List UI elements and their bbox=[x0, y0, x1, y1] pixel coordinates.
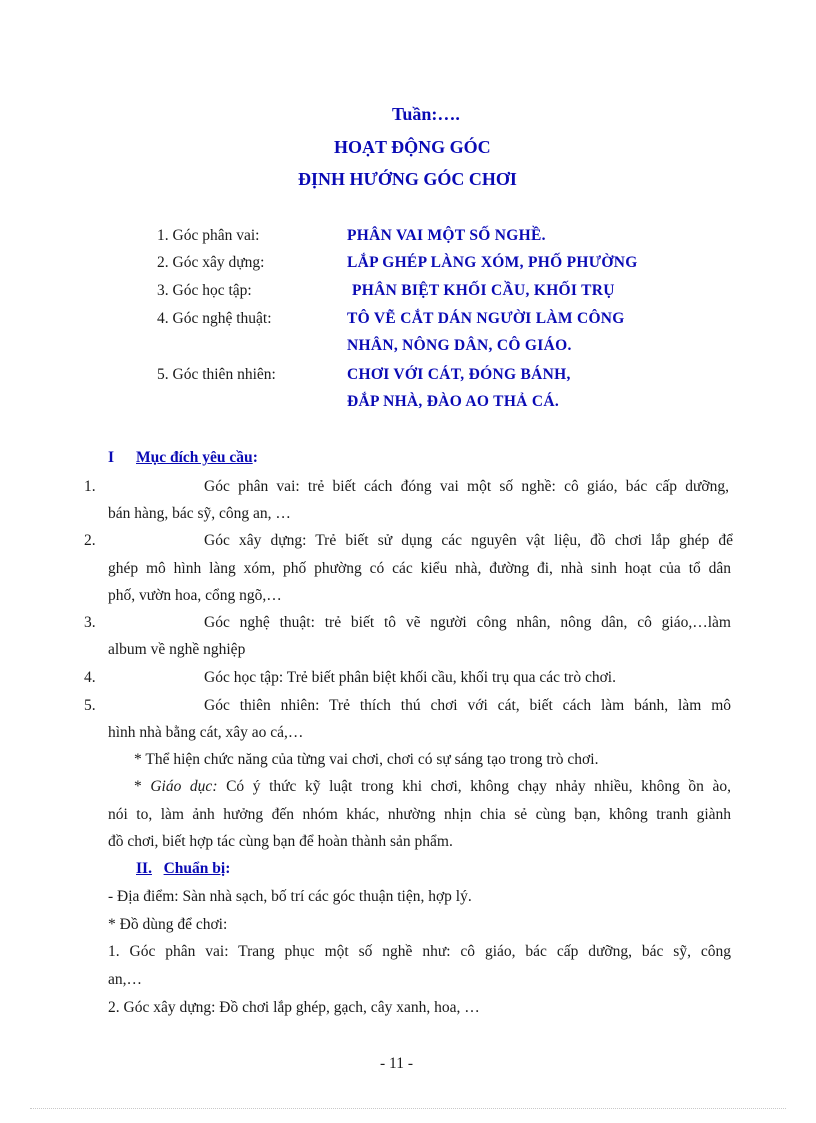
prep-toys-heading: * Đồ dùng để chơi: bbox=[108, 916, 228, 933]
objective-3-line1: Góc nghệ thuật: trẻ biết tô vẽ người công nhân, nông dân, cô giáo,…làm bbox=[204, 614, 731, 631]
section1-heading-colon: : bbox=[252, 449, 258, 466]
objective-num-1: 1. bbox=[84, 478, 96, 495]
corner-label-4: 4. Góc nghệ thuật: bbox=[157, 310, 272, 327]
objective-num-5: 5. bbox=[84, 697, 96, 714]
objective-2-line3: phố, vườn hoa, cổng ngõ,… bbox=[108, 587, 282, 604]
objective-4-line1: Góc học tập: Trẻ biết phân biệt khối cầu, khối trụ qua các trò chơi. bbox=[204, 669, 616, 686]
corner-label-3: 3. Góc học tập: bbox=[157, 282, 252, 299]
corner-label-1: 1. Góc phân vai: bbox=[157, 227, 260, 244]
education-text: Có ý thức kỹ luật trong khi chơi, không chạy nhảy nhiều, không ồn ào, bbox=[217, 778, 732, 795]
objective-2-line2: ghép mô hình làng xóm, phố phường có các kiểu nhà, đường đi, nhà sinh hoạt của tổ dân bbox=[108, 560, 731, 577]
week-label: Tuần:…. bbox=[392, 104, 460, 124]
prep-item1-line2: an,… bbox=[108, 971, 143, 988]
education-line1 bbox=[134, 778, 731, 796]
section1-number: I bbox=[108, 449, 115, 466]
note-roles: * Thể hiện chức năng của từng vai chơi, chơi có sự sáng tạo trong trò chơi. bbox=[134, 751, 599, 768]
objective-5-line2: hình nhà bằng cát, xây ao cá,… bbox=[108, 724, 304, 741]
section1-heading-text: Mục đích yêu cầu bbox=[136, 449, 253, 466]
objective-num-2: 2. bbox=[84, 532, 96, 549]
section2-number: II. bbox=[136, 860, 152, 877]
section1-heading bbox=[136, 449, 258, 467]
prep-item1-line1: 1. Góc phân vai: Trang phục một số nghề như: cô giáo, bác cấp dưỡng, bác sỹ, công bbox=[108, 943, 731, 960]
education-label: Giáo dục: bbox=[150, 778, 218, 795]
corner-activity-1: PHÂN VAI MỘT SỐ NGHỀ. bbox=[347, 227, 546, 244]
corner-activity-5-cont: ĐẮP NHÀ, ĐÀO AO THẢ CÁ. bbox=[347, 393, 560, 410]
section2-heading bbox=[136, 860, 230, 878]
section2-heading-colon: : bbox=[225, 860, 231, 877]
objective-1-line2: bán hàng, bác sỹ, công an, … bbox=[108, 505, 291, 522]
prep-place: - Địa điểm: Sàn nhà sạch, bố trí các góc thuận tiện, hợp lý. bbox=[108, 888, 472, 905]
prep-item2: 2. Góc xây dựng: Đồ chơi lắp ghép, gạch, cây xanh, hoa, … bbox=[108, 999, 480, 1016]
objective-num-3: 3. bbox=[84, 614, 96, 631]
education-line2: nói to, làm ảnh hưởng đến nhóm khác, nhường nhịn chia sẻ cùng bạn, không tranh giành bbox=[108, 806, 731, 823]
corner-label-5: 5. Góc thiên nhiên: bbox=[157, 366, 276, 383]
section2-heading-text: Chuẩn bị bbox=[163, 860, 226, 877]
objective-3-line2: album về nghề nghiệp bbox=[108, 641, 246, 658]
objective-1-line1: Góc phân vai: trẻ biết cách đóng vai một số nghề: cô giáo, bác cấp dưỡng, bbox=[204, 478, 729, 495]
corner-label-2: 2. Góc xây dựng: bbox=[157, 254, 265, 271]
page-subtitle: ĐỊNH HƯỚNG GÓC CHƠI bbox=[298, 169, 517, 189]
corner-activity-3: PHÂN BIỆT KHỐI CẦU, KHỐI TRỤ bbox=[352, 282, 615, 299]
education-star: * bbox=[134, 778, 151, 795]
page-title: HOẠT ĐỘNG GÓC bbox=[334, 137, 491, 157]
corner-activity-2: LẮP GHÉP LÀNG XÓM, PHỐ PHƯỜNG bbox=[347, 254, 638, 271]
objective-num-4: 4. bbox=[84, 669, 96, 686]
corner-activity-5: CHƠI VỚI CÁT, ĐÓNG BÁNH, bbox=[347, 366, 571, 383]
footer-divider bbox=[30, 1108, 786, 1109]
objective-2-line1: Góc xây dựng: Trẻ biết sử dụng các nguyên vật liệu, đồ chơi lắp ghép để bbox=[204, 532, 733, 549]
corner-activity-4-cont: NHÂN, NÔNG DÂN, CÔ GIÁO. bbox=[347, 337, 572, 354]
objective-5-line1: Góc thiên nhiên: Trẻ thích thú chơi với cát, biết cách làm bánh, làm mô bbox=[204, 697, 731, 714]
page-number: - 11 - bbox=[380, 1055, 413, 1072]
corner-activity-4: TÔ VẼ CẮT DÁN NGƯỜI LÀM CÔNG bbox=[347, 310, 625, 327]
education-line3: đồ chơi, biết hợp tác cùng bạn để hoàn thành sản phẩm. bbox=[108, 833, 453, 850]
